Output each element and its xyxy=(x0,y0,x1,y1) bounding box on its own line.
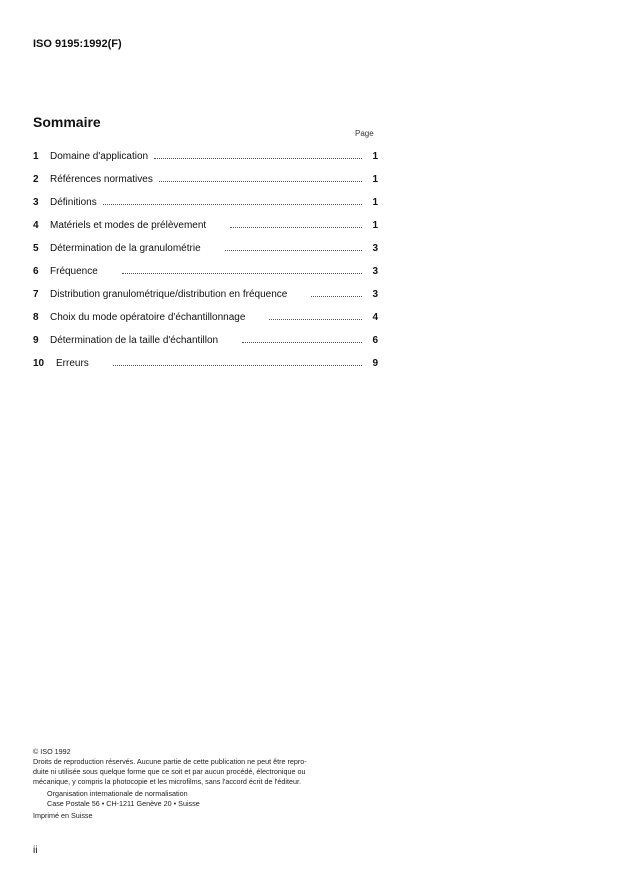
toc-entry-page: 1 xyxy=(372,151,378,162)
toc-entry-title[interactable]: Détermination de la granulométrie xyxy=(50,243,201,254)
toc-entry-page: 4 xyxy=(372,312,378,323)
toc-entry-number: 6 xyxy=(33,266,39,277)
toc-entry-number: 4 xyxy=(33,220,39,231)
dot-leader xyxy=(311,288,362,297)
rights-line: duite ni utilisée sous quelque forme que ce soit et par aucun procédé, électronique ou xyxy=(33,767,306,776)
toc-entry-title[interactable]: Références normatives xyxy=(50,174,153,185)
toc-entry[interactable] xyxy=(33,265,378,288)
dot-leader xyxy=(269,311,362,320)
dot-leader xyxy=(242,334,362,343)
toc-entry[interactable] xyxy=(33,288,378,311)
toc-entry[interactable] xyxy=(33,150,378,173)
toc-entry-title[interactable]: Erreurs xyxy=(56,358,89,369)
address: Case Postale 56 • CH-1211 Genève 20 • Suisse xyxy=(47,799,200,808)
toc-entry[interactable] xyxy=(33,311,378,334)
toc-entry-title[interactable]: Détermination de la taille d'échantillon xyxy=(50,335,219,346)
page-number: ii xyxy=(33,845,38,856)
toc-entry[interactable] xyxy=(33,196,378,219)
dot-leader xyxy=(154,150,362,159)
copyright-line: © ISO 1992 xyxy=(33,747,71,756)
table-of-contents xyxy=(33,150,378,380)
dot-leader xyxy=(225,242,362,251)
organisation: Organisation internationale de normalisation xyxy=(47,789,188,798)
toc-entry-title[interactable]: Domaine d'application xyxy=(50,151,149,162)
dot-leader xyxy=(230,219,362,228)
toc-entry-number: 2 xyxy=(33,174,39,185)
copyright-notice xyxy=(33,747,307,821)
toc-entry-number: 3 xyxy=(33,197,39,208)
dot-leader xyxy=(122,265,362,274)
page-column-label: Page xyxy=(355,129,374,138)
toc-entry-title[interactable]: Distribution granulométrique/distribution en fréquence xyxy=(50,289,288,300)
printed-in: Imprimé en Suisse xyxy=(33,811,93,820)
dot-leader xyxy=(159,173,362,182)
toc-entry-number: 10 xyxy=(33,358,45,369)
rights-line: Droits de reproduction réservés. Aucune partie de cette publication ne peut être repro- xyxy=(33,757,307,766)
toc-entry-title[interactable]: Définitions xyxy=(50,197,97,208)
dot-leader xyxy=(113,357,362,366)
dot-leader xyxy=(103,196,362,205)
toc-entry-number: 5 xyxy=(33,243,39,254)
toc-entry[interactable] xyxy=(33,334,378,357)
toc-entry[interactable] xyxy=(33,219,378,242)
toc-entry-number: 8 xyxy=(33,312,39,323)
toc-entry-page: 1 xyxy=(372,174,378,185)
toc-entry-page: 3 xyxy=(372,243,378,254)
rights-line: mécanique, y compris la photocopie et les microfilms, sans l'accord écrit de l'éditeur. xyxy=(33,777,302,786)
toc-entry[interactable] xyxy=(33,173,378,196)
page-title: Sommaire xyxy=(33,114,101,130)
toc-entry-number: 7 xyxy=(33,289,39,300)
toc-entry-page: 3 xyxy=(372,289,378,300)
toc-entry-page: 3 xyxy=(372,266,378,277)
toc-entry[interactable] xyxy=(33,242,378,265)
toc-entry[interactable] xyxy=(33,357,378,380)
toc-entry-number: 1 xyxy=(33,151,39,162)
toc-entry-page: 1 xyxy=(372,220,378,231)
toc-entry-number: 9 xyxy=(33,335,39,346)
toc-entry-page: 9 xyxy=(372,358,378,369)
toc-entry-title[interactable]: Choix du mode opératoire d'échantillonnage xyxy=(50,312,246,323)
toc-entry-title[interactable]: Fréquence xyxy=(50,266,98,277)
toc-entry-title[interactable]: Matériels et modes de prélèvement xyxy=(50,220,207,231)
toc-entry-page: 6 xyxy=(372,335,378,346)
document-header: ISO 9195:1992(F) xyxy=(33,38,122,50)
toc-entry-page: 1 xyxy=(372,197,378,208)
